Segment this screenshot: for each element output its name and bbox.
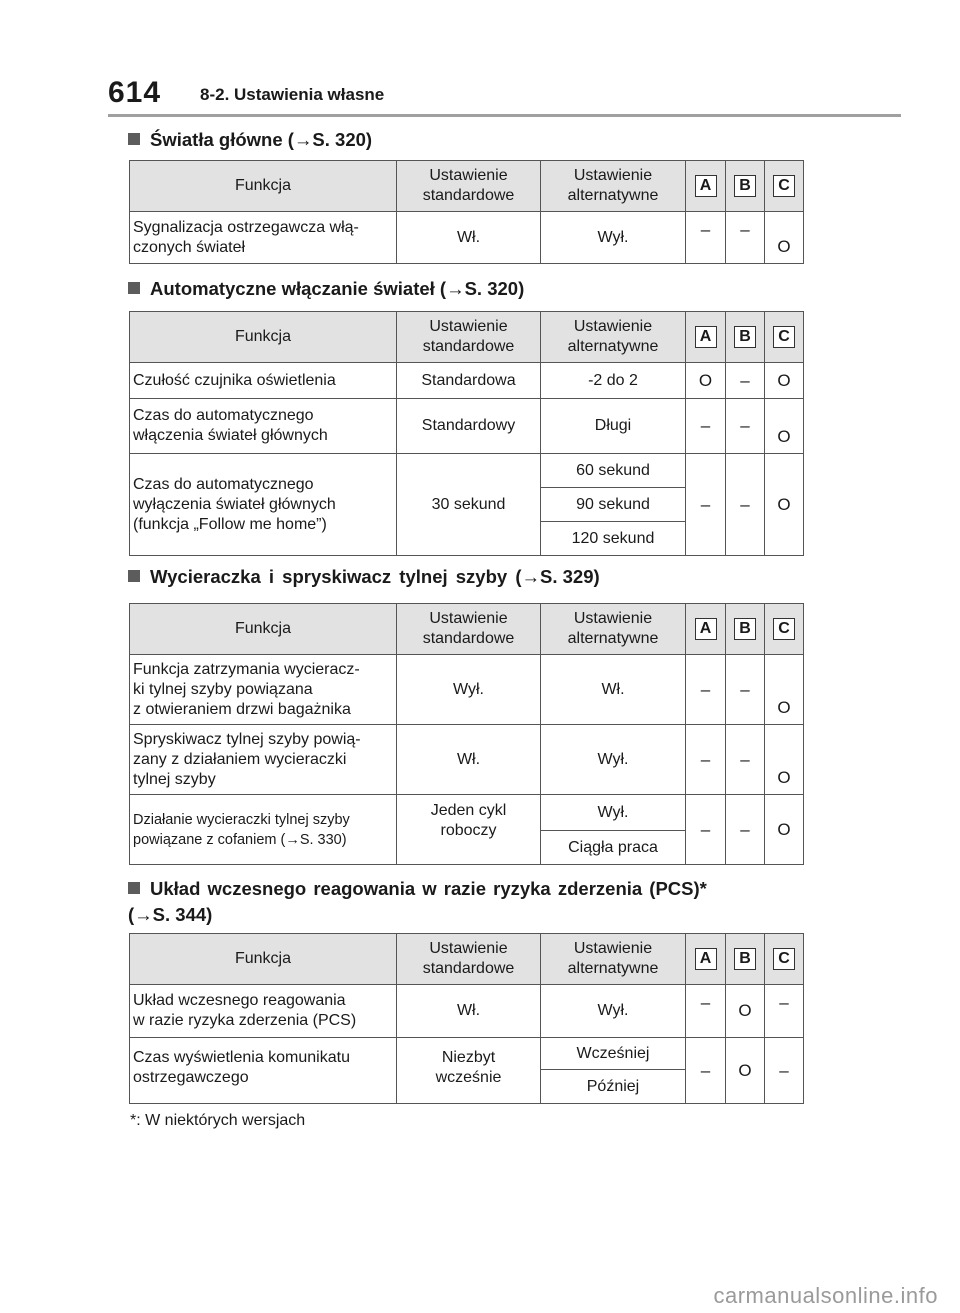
letter-b-icon: B	[734, 618, 756, 640]
cell-b: O	[726, 985, 765, 1038]
cell-default: Standardowa	[397, 363, 541, 399]
table-header-row	[130, 934, 804, 985]
cell-c: O	[765, 795, 804, 865]
header-divider	[108, 114, 901, 117]
cell-function: Czas do automatycznego wyłączenia świateł głównych (funkcja „Follow me home”)	[130, 454, 397, 556]
col-function: Funkcja	[130, 161, 397, 212]
col-default: Ustawienie standardowe	[397, 934, 541, 985]
cell-b: O	[726, 1038, 765, 1104]
section-heading-pcs: Układ wczesnego reagowania w razie ryzyka zderzenia (PCS)* (→S. 344)	[128, 878, 707, 925]
cell-a: –	[686, 795, 726, 865]
bullet-square-icon	[128, 282, 140, 294]
page-number: 614	[108, 76, 162, 109]
watermark: carmanualsonline.info	[713, 1283, 938, 1308]
letter-c-icon: C	[773, 326, 795, 348]
table-row	[130, 1038, 804, 1070]
cell-c: –	[765, 985, 804, 1038]
col-a	[686, 934, 726, 985]
cell-alternative: Wył.	[541, 212, 686, 264]
col-alternative: Ustawienie alternatywne	[541, 934, 686, 985]
col-c	[765, 934, 804, 985]
cell-default: Niezbyt wcześnie	[397, 1038, 541, 1104]
table-header-row	[130, 604, 804, 655]
cell-b: –	[726, 399, 765, 454]
cell-c: O	[765, 212, 804, 264]
cell-c: O	[765, 399, 804, 454]
cell-b: –	[726, 363, 765, 399]
cell-default: Wł.	[397, 985, 541, 1038]
cell-a: –	[686, 399, 726, 454]
letter-c-icon: C	[773, 948, 795, 970]
cell-function: Czas do automatycznego włączenia świateł głównych	[130, 399, 397, 454]
cell-c: O	[765, 725, 804, 795]
cell-alternative: Długi	[541, 399, 686, 454]
col-b	[726, 161, 765, 212]
settings-table-auto-lights	[129, 311, 804, 556]
cell-a: –	[686, 655, 726, 725]
cell-function: Funkcja zatrzymania wycieracz- ki tylnej szyby powiązana z otwieraniem drzwi bagażnika	[130, 655, 397, 725]
cell-alternative: -2 do 2	[541, 363, 686, 399]
cell-default: Standardowy	[397, 399, 541, 454]
cell-alternative: Wył.	[541, 725, 686, 795]
col-c	[765, 161, 804, 212]
col-default: Ustawienie standardowe	[397, 312, 541, 363]
arrow-right-icon: →	[521, 566, 540, 587]
col-b	[726, 312, 765, 363]
footnote: *: W niektórych wersjach	[130, 1112, 306, 1129]
arrow-right-icon: →	[446, 278, 465, 299]
col-function: Funkcja	[130, 312, 397, 363]
table-row	[130, 655, 804, 725]
settings-table-headlights	[129, 160, 804, 264]
bullet-square-icon	[128, 133, 140, 145]
col-function: Funkcja	[130, 604, 397, 655]
cell-alternative-2: Później	[541, 1070, 686, 1104]
cell-c: O	[765, 655, 804, 725]
cell-a: –	[686, 725, 726, 795]
cell-c: O	[765, 454, 804, 556]
section-heading-headlights: Światła główne (→S. 320)	[128, 128, 372, 152]
cell-function: Czas wyświetlenia komunikatu ostrzegawczego	[130, 1038, 397, 1104]
cell-function: Działanie wycieraczki tylnej szyby powiązane z cofaniem (→S. 330)	[130, 795, 397, 865]
col-default: Ustawienie standardowe	[397, 604, 541, 655]
bullet-square-icon	[128, 882, 140, 894]
col-default: Ustawienie standardowe	[397, 161, 541, 212]
cell-default: Wył.	[397, 655, 541, 725]
table-row	[130, 454, 804, 488]
cell-c: –	[765, 1038, 804, 1104]
cell-a: O	[686, 363, 726, 399]
chapter-title: 8-2. Ustawienia własne	[200, 85, 385, 104]
table-row	[130, 985, 804, 1038]
col-a	[686, 604, 726, 655]
letter-a-icon: A	[695, 175, 717, 197]
col-c	[765, 312, 804, 363]
cell-b: –	[726, 454, 765, 556]
cell-a: –	[686, 1038, 726, 1104]
table-row	[130, 212, 804, 264]
table-row	[130, 363, 804, 399]
cell-function: Czułość czujnika oświetlenia	[130, 363, 397, 399]
cell-alternative-1: 60 sekund	[541, 454, 686, 488]
table-row	[130, 725, 804, 795]
col-a	[686, 312, 726, 363]
letter-a-icon: A	[695, 618, 717, 640]
cell-c: O	[765, 363, 804, 399]
cell-default: Wł.	[397, 212, 541, 264]
col-b	[726, 934, 765, 985]
cell-alternative: Wł.	[541, 655, 686, 725]
cell-alternative-2: Ciągła praca	[541, 831, 686, 865]
col-alternative: Ustawienie alternatywne	[541, 161, 686, 212]
cell-alternative: Wył.	[541, 985, 686, 1038]
cell-a: –	[686, 985, 726, 1038]
cell-default: Wł.	[397, 725, 541, 795]
cell-a: –	[686, 212, 726, 264]
cell-default: 30 sekund	[397, 454, 541, 556]
cell-function: Układ wczesnego reagowania w razie ryzyka zderzenia (PCS)	[130, 985, 397, 1038]
letter-b-icon: B	[734, 326, 756, 348]
col-function: Funkcja	[130, 934, 397, 985]
letter-b-icon: B	[734, 175, 756, 197]
letter-c-icon: C	[773, 618, 795, 640]
col-alternative: Ustawienie alternatywne	[541, 312, 686, 363]
cell-alternative-1: Wcześniej	[541, 1038, 686, 1070]
cell-b: –	[726, 725, 765, 795]
cell-a: –	[686, 454, 726, 556]
arrow-right-icon: →	[293, 129, 313, 150]
cell-b: –	[726, 655, 765, 725]
table-row	[130, 399, 804, 454]
settings-table-pcs	[129, 933, 804, 1104]
cell-function: Spryskiwacz tylnej szyby powią- zany z działaniem wycieraczki tylnej szyby	[130, 725, 397, 795]
cell-function: Sygnalizacja ostrzegawcza włą- czonych świateł	[130, 212, 397, 264]
arrow-right-icon: →	[134, 904, 153, 925]
cell-alternative-1: Wył.	[541, 795, 686, 831]
section-heading-rear-wiper: Wycieraczka i spryskiwacz tylnej szyby (→S. 329)	[128, 565, 600, 589]
col-alternative: Ustawienie alternatywne	[541, 604, 686, 655]
section-heading-auto-lights: Automatyczne włączanie świateł (→S. 320)	[128, 277, 524, 301]
table-row	[130, 795, 804, 831]
col-b	[726, 604, 765, 655]
table-header-row	[130, 312, 804, 363]
cell-alternative-3: 120 sekund	[541, 522, 686, 556]
table-header-row	[130, 161, 804, 212]
settings-table-rear-wiper	[129, 603, 804, 865]
letter-a-icon: A	[695, 948, 717, 970]
letter-c-icon: C	[773, 175, 795, 197]
cell-b: –	[726, 795, 765, 865]
col-a	[686, 161, 726, 212]
cell-alternative-2: 90 sekund	[541, 488, 686, 522]
cell-b: –	[726, 212, 765, 264]
bullet-square-icon	[128, 570, 140, 582]
letter-a-icon: A	[695, 326, 717, 348]
letter-b-icon: B	[734, 948, 756, 970]
col-c	[765, 604, 804, 655]
cell-default: Jeden cykl roboczy	[397, 795, 541, 865]
